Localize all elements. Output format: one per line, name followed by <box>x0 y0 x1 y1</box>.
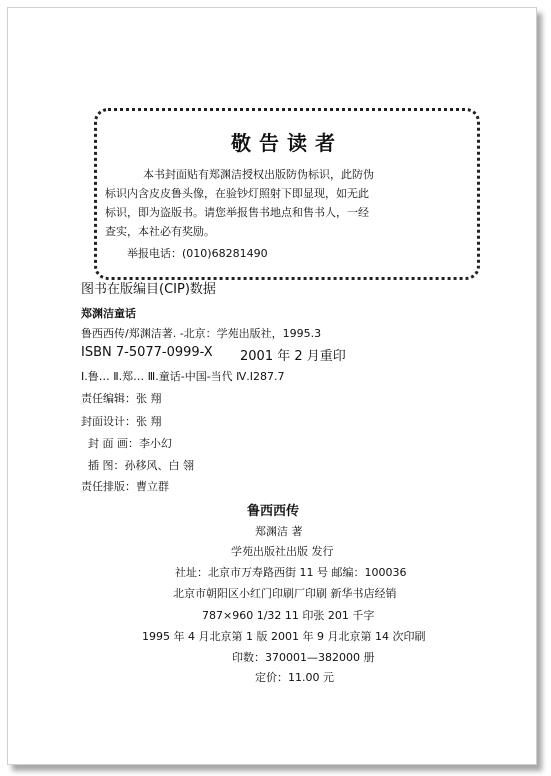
credit-name: 曹立群 <box>136 480 169 493</box>
colophon-format: 787×960 1/32 11 印张 201 千字 <box>202 609 375 622</box>
credit-role: 责任编辑： <box>81 392 136 405</box>
credit-role: 封面设计： <box>81 415 136 428</box>
colophon-address: 社址：北京市万寿路西街 11 号 邮编：100036 <box>175 566 407 579</box>
credit-name: 李小幻 <box>139 437 172 450</box>
credit-row <box>88 457 194 473</box>
credit-role: 责任排版： <box>81 480 136 493</box>
copyright-page <box>7 7 537 765</box>
credit-row <box>81 478 169 494</box>
notice-line-3: 标识，即为盗版书。请您举报售书地点和售书人，一经 <box>105 206 369 219</box>
cip-series: 郑渊洁童话 <box>81 307 136 320</box>
cip-reprint: 2001 年 2 月重印 <box>240 349 346 364</box>
colophon-editions: 1995 年 4 月北京第 1 版 2001 年 9 月北京第 14 次印刷 <box>142 630 426 643</box>
cip-isbn: ISBN 7-5077-0999-X <box>81 345 213 360</box>
credit-name: 孙移风、白 翎 <box>124 459 194 472</box>
notice-phone: 举报电话：(010)68281490 <box>127 247 268 260</box>
notice-line-2: 标识内含皮皮鲁头像，在验钞灯照射下即显现，如无此 <box>105 187 369 200</box>
credit-role: 插 图： <box>88 459 125 472</box>
colophon-author: 郑渊洁 著 <box>255 525 303 538</box>
colophon-publisher: 学苑出版社出版 发行 <box>231 545 334 558</box>
colophon-printer: 北京市朝阳区小红门印刷厂印刷 新华书店经销 <box>173 587 397 600</box>
notice-title: 敬告读者 <box>231 131 343 155</box>
notice-line-1: 本书封面贴有郑渊洁授权出版防伪标识，此防伪 <box>143 168 374 181</box>
credit-row <box>81 390 162 406</box>
cip-classification: Ⅰ.鲁… Ⅱ.郑… Ⅲ.童话-中国-当代 Ⅳ.I287.7 <box>81 370 285 383</box>
cip-heading: 图书在版编目(CIP)数据 <box>81 282 216 297</box>
credit-row <box>88 435 172 451</box>
credit-row <box>81 413 162 429</box>
colophon-print-run: 印数：370001—382000 册 <box>232 651 375 664</box>
credit-name: 张 翔 <box>136 392 162 405</box>
credit-role: 封 面 画： <box>88 437 139 450</box>
colophon-price: 定价：11.00 元 <box>255 671 334 684</box>
notice-line-4: 查实，本社必有奖励。 <box>105 225 215 238</box>
credit-name: 张 翔 <box>136 415 162 428</box>
cip-citation: 鲁西西传/郑渊洁著. -北京：学苑出版社，1995.3 <box>81 327 322 340</box>
colophon-title: 鲁西西传 <box>247 504 300 519</box>
reader-notice-box <box>94 108 480 280</box>
